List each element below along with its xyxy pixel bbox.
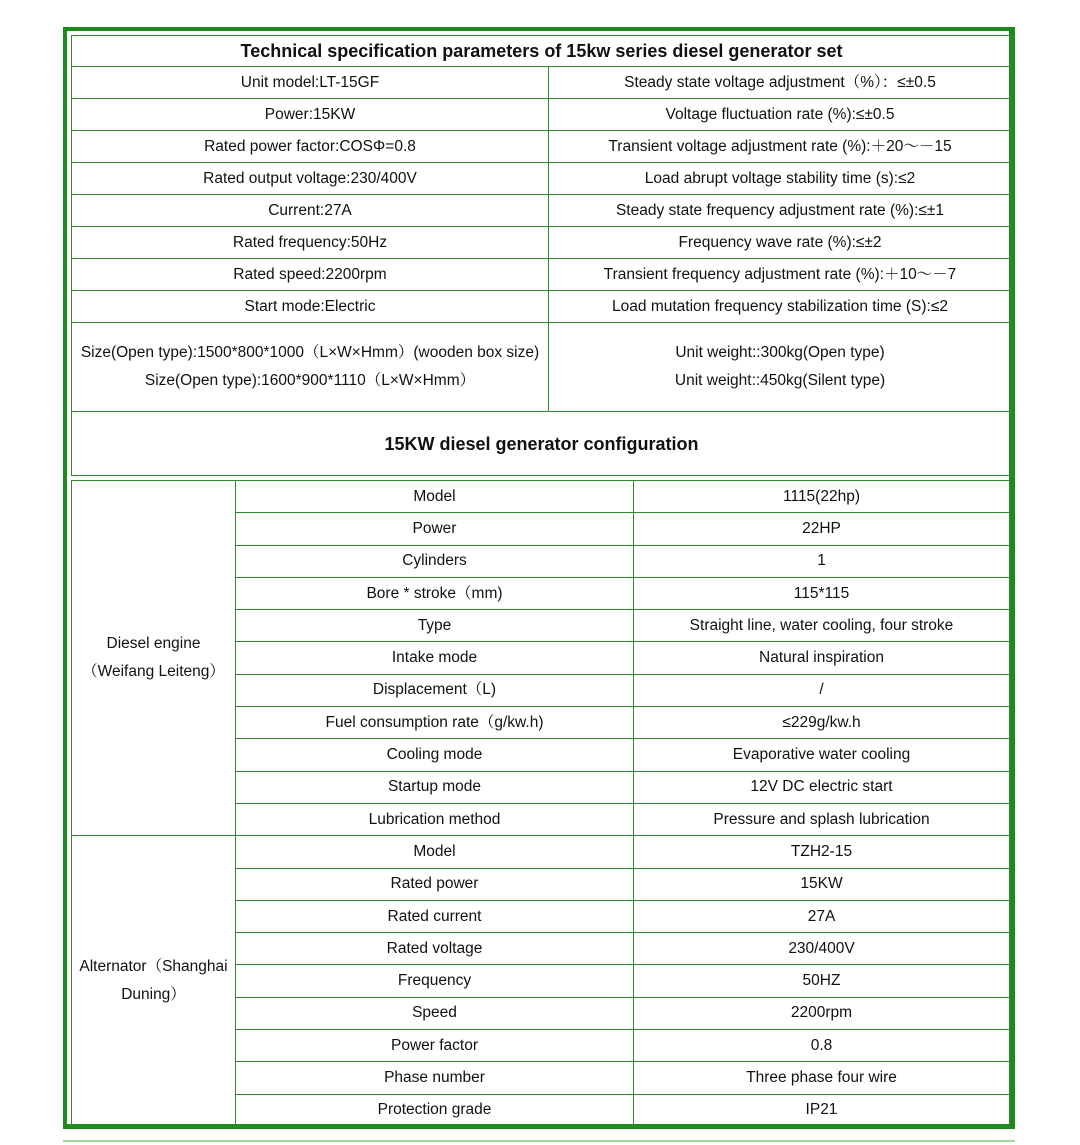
size-cell [72,323,549,412]
alternator-value-cell: IP21 [634,1094,1010,1126]
alternator-param-cell: Rated power [236,868,634,900]
engine-param-cell: Lubrication method [236,803,634,835]
alternator-value-cell: 50HZ [634,965,1010,997]
spec-right-cell: Load abrupt voltage stability time (s):≤2 [549,163,1012,195]
spec-right-cell: Transient voltage adjustment rate (%):＋20～－15 [549,131,1012,163]
alternator-value-cell: Three phase four wire [634,1062,1010,1094]
spec-right-cell: Voltage fluctuation rate (%):≤±0.5 [549,99,1012,131]
alternator-param-cell: Rated current [236,900,634,932]
engine-param-cell: Startup mode [236,771,634,803]
alternator-param-cell: Rated voltage [236,933,634,965]
weight-line-1: Unit weight::300kg(Open type) [675,344,885,361]
spec-row [72,227,1012,259]
alternator-param-cell: Protection grade [236,1094,634,1126]
bottom-rule [63,1140,1015,1142]
weight-cell [549,323,1012,412]
alternator-group-line-2: Duning） [121,986,186,1004]
spec-left-cell: Current:27A [72,195,549,227]
spec-row [72,131,1012,163]
spec-left-cell: Rated power factor:COSΦ=0.8 [72,131,549,163]
spec-title: Technical specification parameters of 15kw series diesel generator set [72,36,1012,67]
alternator-param-cell: Model [236,836,634,868]
spec-right-cell: Transient frequency adjustment rate (%):＋10～－7 [549,259,1012,291]
engine-value-cell: Straight line, water cooling, four stroke [634,610,1010,642]
spec-left-cell: Rated speed:2200rpm [72,259,549,291]
size-line-2: Size(Open type):1600*900*1110（L×W×Hmm） [144,372,476,389]
engine-group-line-1: Diesel engine [106,635,201,653]
alternator-group-label [72,836,236,1127]
spec-left-cell: Start mode:Electric [72,291,549,323]
alternator-value-cell: 0.8 [634,1030,1010,1062]
alternator-param-cell: Power factor [236,1030,634,1062]
spec-left-cell: Unit model:LT-15GF [72,67,549,99]
document-frame [63,27,1015,1129]
alternator-row [72,836,1010,868]
engine-value-cell: 1 [634,545,1010,577]
engine-param-cell: Model [236,481,634,513]
weight-line-2: Unit weight::450kg(Silent type) [674,372,886,389]
alternator-param-cell: Frequency [236,965,634,997]
engine-value-cell: Evaporative water cooling [634,739,1010,771]
engine-group-label [72,481,236,836]
spec-table [71,35,1012,476]
spec-right-cell: Steady state frequency adjustment rate (%):≤±1 [549,195,1012,227]
engine-value-cell: / [634,674,1010,706]
alternator-value-cell: 27A [634,900,1010,932]
engine-param-cell: Intake mode [236,642,634,674]
engine-value-cell: ≤229g/kw.h [634,707,1010,739]
spec-row [72,195,1012,227]
engine-param-cell: Type [236,610,634,642]
engine-value-cell: 115*115 [634,577,1010,609]
spec-right-cell: Frequency wave rate (%):≤±2 [549,227,1012,259]
size-line-1: Size(Open type):1500*800*1000（L×W×Hmm）(wooden box size) [80,344,540,361]
engine-group-line-2: （Weifang Leiteng） [82,663,225,681]
engine-param-cell: Cylinders [236,545,634,577]
engine-param-cell: Displacement（L) [236,674,634,706]
alternator-value-cell: 230/400V [634,933,1010,965]
engine-value-cell: Natural inspiration [634,642,1010,674]
spec-row [72,291,1012,323]
alternator-param-cell: Speed [236,997,634,1029]
spec-left-cell: Power:15KW [72,99,549,131]
engine-value-cell: 22HP [634,513,1010,545]
alternator-param-cell: Phase number [236,1062,634,1094]
config-title: 15KW diesel generator configuration [72,412,1012,476]
engine-value-cell: 1115(22hp) [634,481,1010,513]
alternator-value-cell: 15KW [634,868,1010,900]
size-row [72,323,1012,412]
alternator-group-line-1: Alternator（Shanghai [79,958,228,976]
spec-left-cell: Rated frequency:50Hz [72,227,549,259]
spec-row [72,163,1012,195]
engine-param-cell: Fuel consumption rate（g/kw.h) [236,707,634,739]
engine-param-cell: Cooling mode [236,739,634,771]
config-table [71,480,1010,1127]
engine-value-cell: Pressure and splash lubrication [634,803,1010,835]
alternator-value-cell: 2200rpm [634,997,1010,1029]
engine-param-cell: Power [236,513,634,545]
spec-row [72,259,1012,291]
engine-row [72,481,1010,513]
spec-row [72,99,1012,131]
spec-left-cell: Rated output voltage:230/400V [72,163,549,195]
engine-param-cell: Bore * stroke（mm) [236,577,634,609]
engine-value-cell: 12V DC electric start [634,771,1010,803]
spec-right-cell: Load mutation frequency stabilization time (S):≤2 [549,291,1012,323]
config-title-row [72,412,1012,476]
alternator-value-cell: TZH2-15 [634,836,1010,868]
spec-right-cell: Steady state voltage adjustment（%）：≤±0.5 [549,67,1012,99]
spec-row [72,67,1012,99]
